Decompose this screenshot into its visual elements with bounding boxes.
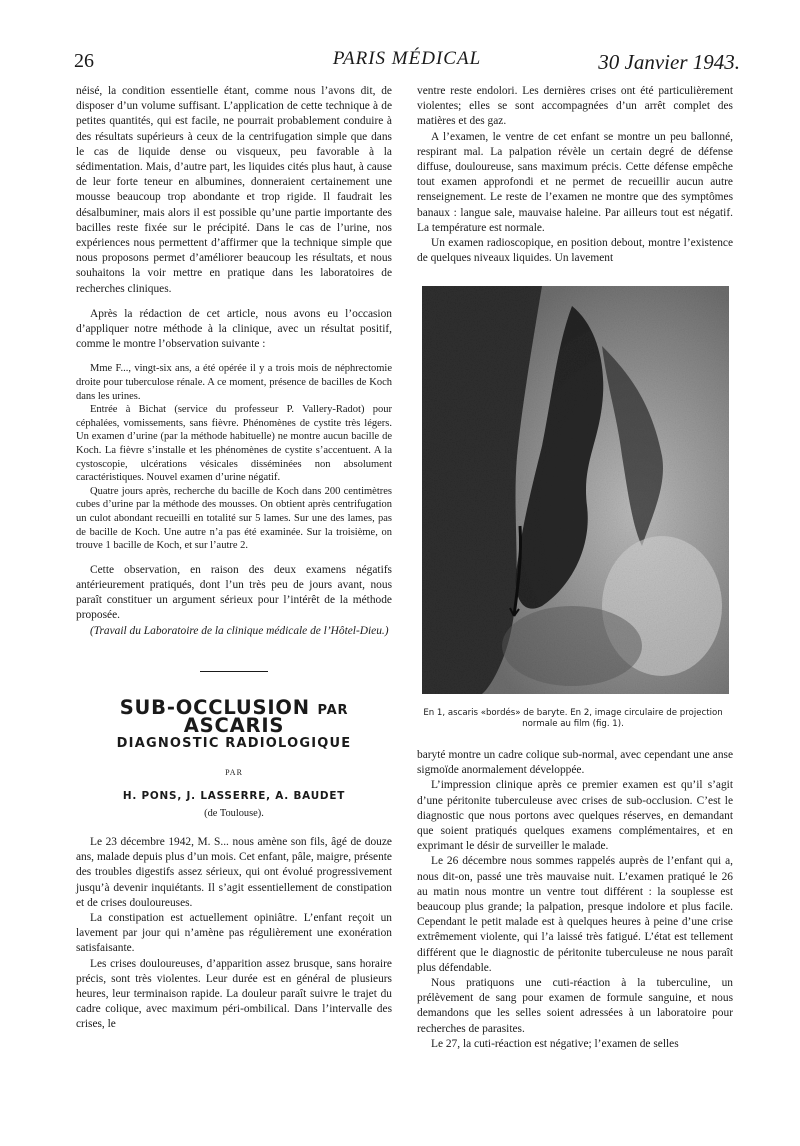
article-subtitle: DIAGNOSTIC RADIOLOGIQUE: [116, 736, 352, 752]
observation-paragraph: Mme F..., vingt-six ans, a été opérée il y a trois mois de néphrectomie droite pour tuberculose rénale. A ce moment, présence de bacilles de Koch dans les urines.: [76, 363, 392, 402]
page-header: [74, 48, 740, 78]
running-title: PARIS MÉDICAL: [332, 48, 482, 69]
title-part: ASCARIS: [183, 713, 285, 737]
paragraph: Le 26 décembre nous sommes rappelés auprès de l’enfant qui a, nous dit-on, passé une très mauvaise nuit. L’examen pratiqué le 26 au matin nous montre un ventre tout différent : la souplesse est beaucoup plus grande; la palpation, presque indolore et plus facile. Cependant le petit malade est à quelques heures à peine d’une crise extrêmement violente, qui l’a laissé très fatigué. L’état est tellement différent que le diagnostic de péritonite tuberculeuse ne nous paraît plus défendable.: [417, 855, 733, 974]
right-column-top: [417, 84, 733, 266]
observation-paragraph: Quatre jours après, recherche du bacille de Koch dans 200 centimètres cubes d’urine par la méthode des mousses. On obtient après centrifugation un culot abondant recueilli en totalité sur 5 lames. Sur une des lames, pas de bacille de Koch. Une autre n’a pas été examinée. Sur la troisième, on trouve 1 bacille de Koch, et sur l’autre 2.: [76, 485, 392, 552]
citation: (Travail du Laboratoire de la clinique médicale de l’Hôtel-Dieu.): [90, 624, 389, 637]
paragraph: baryté montre un cadre colique sub-normal, avec cependant une anse sigmoïde anormalement développée.: [417, 749, 733, 777]
paragraph: L’impression clinique après ce premier examen est qu’il s’agit d’une péritonite tuberculeuse avec crises de sub-occlusion. C’est le diagnostic que nous portons avec quelques réserves, en demandant que soient pratiqués quelques examens complémentaires, et en exprimant le désir de surveiller le malade.: [417, 779, 733, 853]
right-column-bottom: [417, 748, 733, 1052]
radiograph-image: [422, 286, 729, 694]
paragraph: A l’examen, le ventre de cet enfant se montre un peu ballonné, respirant mal. La palpation révèle un certain degré de défense diffuse, douloureuse, sans maximum précis. Cette défense empêche tout examen approfondi et ne permet de recueillir aucun autre renseignement. Le reste de l’examen ne montre que des symptômes banaux : langue sale, mauvaise haleine. Par ailleurs tout est négatif. La température est normale.: [417, 130, 733, 234]
section-separator: [200, 671, 268, 672]
paragraph: Le 23 décembre 1942, M. S... nous amène son fils, âgé de douze ans, malade depuis plus d’un mois. Cet enfant, pâle, maigre, présente des troubles digestifs assez sérieux, qui ont évolué progressivement jusqu’à devenir inquiétants. Il s’agit essentiellement de constipation et de crises douloureuses.: [76, 836, 392, 909]
paragraph: Un examen radioscopique, en position debout, montre l’existence de quelques niveaux liquides. Un lavement: [417, 237, 733, 265]
radiograph-figure: [422, 286, 729, 694]
page-number: 26: [74, 50, 94, 72]
title-part: SUB-OCCLUSION: [119, 695, 310, 719]
title-part: PAR: [317, 702, 349, 718]
paragraph: Le 27, la cuti-réaction est négative; l’examen de selles: [431, 1037, 679, 1050]
paragraph: ventre reste endolori. Les dernières crises ont été particulièrement violentes; elles se sont accompagnées d’un arrêt complet des matières et des gaz.: [417, 85, 733, 128]
paragraph: néisé, la condition essentielle étant, comme nous l’avons dit, de disposer d’un volume suffisant. L’application de cette technique à de petites quantités, qui est facile, ne pourrait probablement conduire à des résultats supérieurs à ceux de la centrifugation simple que dans le cas de liquide dense ou visqueux, peu favorable à la sédimentation. Mais, d’autre part, les liquides cités plus haut, à cause de leur forte teneur en albumines, donneraient certainement une mousse beaucoup trop abondante et trop rigide. Il faudrait les désalbuminer, mais alors il est possible qu’une partie importante des bacilles reste fixée sur le précipité. Dans le cas de l’urine, nos expériences nous permettent d’affirmer que la technique simple que nous proposons permet d’améliorer beaucoup les résultats, et nous souhaitons la voir mettre en pratique dans les laboratoires de recherches cliniques.: [76, 85, 392, 295]
issue-date: 30 Janvier 1943.: [598, 50, 740, 74]
paragraph: Nous pratiquons une cuti-réaction à la tuberculine, un prélèvement de sang pour examen de formule sanguine, et nous demandons que les selles soient adressées à un laboratoire pour recherches de parasites.: [417, 977, 733, 1035]
observation-paragraph: Entrée à Bichat (service du professeur P. Vallery-Radot) pour céphalées, vomissements, sans fièvre. Phénomènes de cystite très légers. Un examen d’urine (par la méthode habituelle) ne montre aucun bacille de Koch. La fièvre s’installe et les phénomènes de cystite s’accentuent. A la cystoscopie, ulcérations vésicales disséminées non absolument caractéristiques. Nouvel examen d’urine négatif.: [76, 404, 392, 484]
authors: H. PONS, J. LASSERRE, A. BAUDET: [122, 789, 346, 802]
figure-caption: En 1, ascaris «bordés» de baryte. En 2, image circulaire de projection normale au film (fig. 1).: [423, 708, 723, 729]
paragraph: La constipation est actuellement opiniâtre. L’enfant reçoit un lavement par jour qui n’amène pas régulièrement une exonération satisfaisante.: [76, 912, 392, 955]
article-title: [76, 695, 392, 737]
observation-block: [76, 362, 392, 552]
affiliation: (de Toulouse).: [204, 807, 264, 819]
paragraph: Cette observation, en raison des deux examens négatifs antérieurement pratiqués, dont l’un très peu de jours avant, nous paraît constituer un argument sérieux pour l’intérêt de la méthode proposée.: [76, 563, 392, 622]
paragraph: Après la rédaction de cet article, nous avons eu l’occasion d’appliquer notre méthode à la clinique, avec un résultat positif, comme le montre l’observation suivante :: [76, 307, 392, 351]
paragraph: Les crises douloureuses, d’apparition assez brusque, sans horaire précis, sont très violentes. Leur durée est en général de plusieurs heures, leur terminaison rapide. La douleur paraît suivre le trajet du cadre colique, avec maximum péri-ombilical. Dans l’intervalle des crises, le: [76, 957, 392, 1031]
by-line: PAR: [225, 768, 243, 778]
left-column: [76, 84, 392, 1033]
